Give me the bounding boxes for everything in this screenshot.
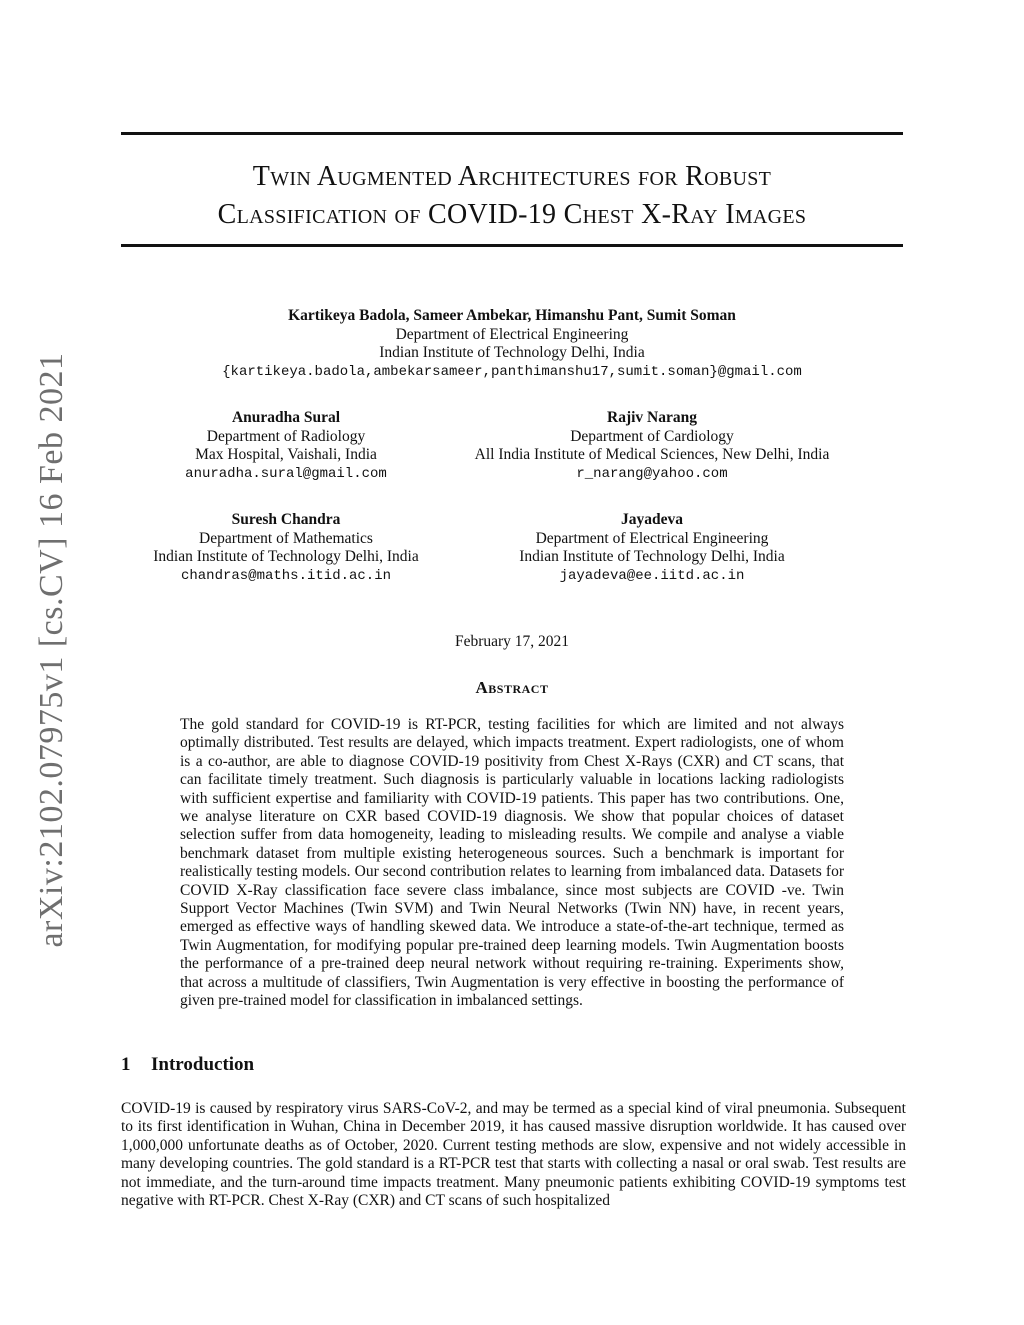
coauthor-institution: Indian Institute of Technology Delhi, India [519,548,785,566]
coauthor-department: Department of Mathematics [199,529,373,547]
coauthor-block [131,511,441,585]
coauthor-email: jayadeva@ee.iitd.ac.in [559,567,745,584]
author-email: {kartikeya.badola,ambekarsameer,panthimanshu17,sumit.soman}@gmail.com [222,363,802,380]
coauthor-email: chandras@maths.itid.ac.in [180,567,392,584]
section-number: 1 [121,1054,131,1075]
main-author-block [121,307,903,381]
coauthor-email: anuradha.sural@gmail.com [185,465,387,482]
introduction-body: COVID-19 is caused by respiratory virus SARS-CoV-2, and may be termed as a special kind of viral pneumonia. Subsequent to its first identification in Wuhan, China in December 2019, it has caused massive disruption worldwide. It has caused over 1,000,000 unfortunate deaths as of October, 2020. Current testing methods are slow, expensive and not widely accessible in many developing countries. The gold standard is a RT-PCR test that starts with collecting a nasal or oral swab. Test results are not immediate, and the turn-around time impacts treatment. Many pneumonic patients exhibiting COVID-19 symptoms test negative with RT-PCR. Chest X-Ray (CXR) and CT scans of such hospitalized [121,1100,906,1210]
title-line-2: Classification of COVID-19 Chest X-Ray Images [217,199,807,230]
coauthor-department: Department of Radiology [206,427,366,445]
coauthor-name: Anuradha Sural [231,409,341,426]
publication-date: February 17, 2021 [454,633,570,650]
coauthor-name: Jayadeva [621,511,683,528]
coauthor-department: Department of Cardiology [570,427,734,445]
coauthor-block [452,409,852,483]
coauthor-block [452,511,852,585]
coauthor-department: Department of Electrical Engineering [535,529,769,547]
coauthor-institution: All India Institute of Medical Sciences, New Delhi, India [474,446,830,464]
author-department: Department of Electrical Engineering [395,325,629,343]
coauthor-institution: Max Hospital, Vaishali, India [195,446,377,464]
abstract-heading: Abstract [475,678,549,697]
title-top-rule [121,132,903,135]
coauthor-email: r_narang@yahoo.com [576,465,728,482]
author-names: Kartikeya Badola, Sameer Ambekar, Himanshu Pant, Sumit Soman [288,307,736,324]
section-heading [121,1054,254,1076]
title-bottom-rule [121,244,903,247]
abstract-body: The gold standard for COVID-19 is RT-PCR, testing facilities for which are limited and not always optimally distributed. Test results are delayed, which impacts treatment. Expert radiologists, one of whom is a co-author, are able to diagnose COVID-19 positivity from Chest X-Rays (CXR) and CT scans, that can facilitate timely treatment. Such diagnosis is particularly valuable in locations lacking radiologists with sufficient expertise and familiarity with COVID-19 patients. This paper has two contributions. One, we analyse literature on CXR based COVID-19 diagnosis. We show that popular choices of dataset selection suffer from data homogeneity, leading to misleading results. We compile and analyse a viable benchmark dataset from multiple existing heterogeneous sources. Such a benchmark is important for realistically testing models. Our second contribution relates to learning from imbalanced data. Datasets for COVID X-Ray classification face severe class imbalance, since most subjects are COVID -ve. Twin Support Vector Machines (Twin SVM) and Twin Neural Networks (Twin NN) have, in recent years, emerged as effective ways of handling skewed data. We introduce a state-of-the-art technique, termed as Twin Augmentation, for modifying popular pre-trained deep learning models. Twin Augmentation boosts the performance of a pre-trained deep neural network without requiring re-training. Experiments show, that across a multitude of classifiers, Twin Augmentation is very effective in boosting the performance of given pre-trained model for classification in imbalanced settings. [180,716,844,1010]
coauthor-institution: Indian Institute of Technology Delhi, India [153,548,419,566]
paper-title [121,158,903,234]
title-line-1: Twin Augmented Architectures for Robust [252,161,772,192]
section-title: Introduction [151,1054,255,1075]
arxiv-identifier-stamp: arXiv:2102.07975v1 [cs.CV] 16 Feb 2021 [33,352,70,948]
coauthor-name: Suresh Chandra [231,511,341,528]
author-institution: Indian Institute of Technology Delhi, India [379,344,645,362]
coauthor-block [131,409,441,483]
coauthor-name: Rajiv Narang [607,409,697,426]
